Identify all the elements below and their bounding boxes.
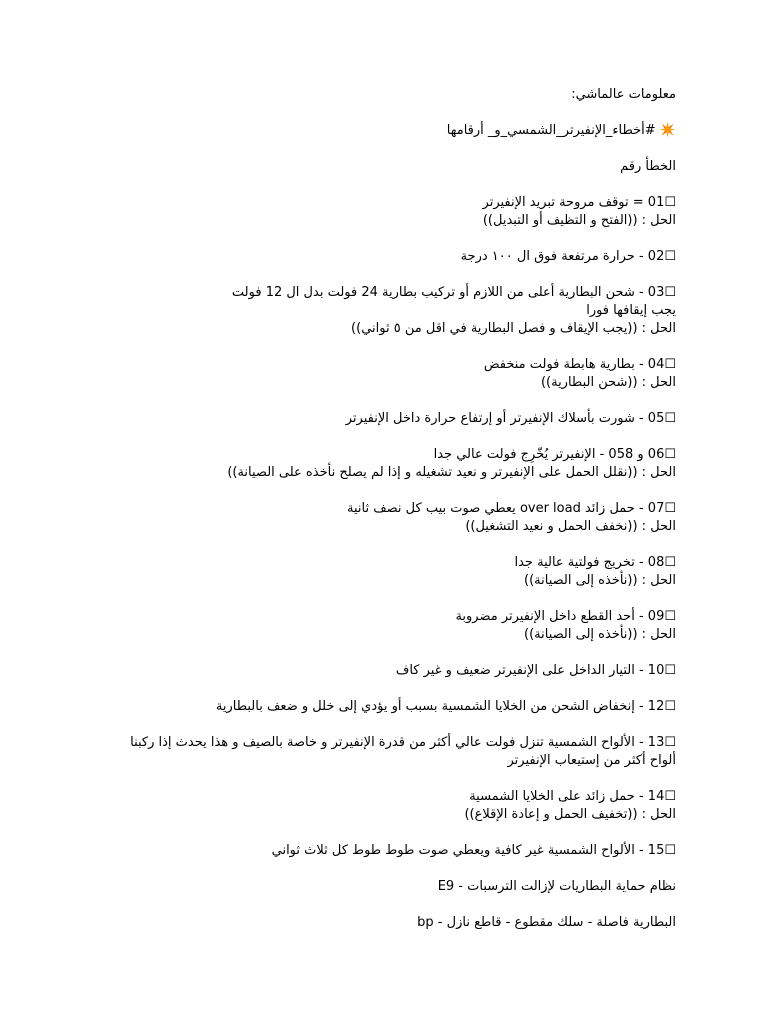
error-code-detail: الحل : ((الفتح و التظيف أو التبديل)) — [482, 213, 676, 228]
error-code-entry — [76, 410, 676, 428]
error-code-detail: الحل : ((نأخذه إلى الصيانة)) — [524, 573, 676, 588]
error-code-title: ☐04 - بطارية هابطة فولت منخفض — [483, 357, 676, 372]
error-code-entry — [76, 248, 676, 266]
error-code-entry — [76, 734, 676, 770]
error-code-title: ☐08 - تخريج فولتية عالية جدا — [514, 555, 676, 570]
hashtag-title: ✴️ #أخطاء_الإنفيرتر_الشمسي_و_ أرقامها — [446, 123, 676, 138]
error-code-title: ☐05 - شورت بأسلاك الإنفيرتر أو إرتفاع حرارة داخل الإنفيرتر — [345, 411, 676, 426]
section-label: الخطأ رقم — [620, 159, 676, 174]
error-code-detail: ألواح أكثر من إستيعاب الإنفيرتر — [507, 753, 676, 768]
error-code-entry — [76, 662, 676, 680]
error-code-title: ☐15 - الألواح الشمسية غير كافية ويعطي صوت طوط طوط كل ثلاث ثواني — [271, 843, 676, 858]
spacer — [76, 104, 676, 122]
error-code-detail: الحل : ((يجب الإيقاف و فصل البطارية في اقل من ٥ ثواني)) — [351, 321, 676, 336]
spacer — [76, 140, 676, 158]
document-header: معلومات عالماشي: — [571, 87, 676, 102]
error-code-detail: الحل : ((نأخذه إلى الصيانة)) — [524, 627, 676, 642]
error-code-entry — [76, 878, 676, 896]
error-code-detail: يجب إيقافها فورا — [586, 303, 676, 318]
error-code-entry — [76, 356, 676, 392]
error-code-entry — [76, 554, 676, 590]
error-code-entry — [76, 842, 676, 860]
error-code-title: ☐07 - حمل زائد over load يعطي صوت بيب كل نصف ثانية — [346, 501, 676, 516]
error-code-title: ☐01 = توقف مروحة تبريد الإنفيرتر — [482, 195, 676, 210]
error-code-entry — [76, 446, 676, 482]
error-code-title: ☐06 و 058 - الإنفيرتر يُخّرِج فولت عالي جدا — [433, 447, 676, 462]
error-code-entry — [76, 788, 676, 824]
error-code-title: ☐13 - الألواح الشمسية تنزل فولت عالي أكثر من قدرة الإنفيرتر و خاصة بالصيف و هذا يحدث إذا ركبنا — [130, 735, 676, 750]
error-code-detail: الحل : ((تخفيف الحمل و إعادة الإقلاع)) — [464, 807, 676, 822]
error-code-entry — [76, 194, 676, 230]
error-code-title: ☐10 - التيار الداخل على الإنفيرتر ضعيف و غير كاف — [395, 663, 676, 678]
error-code-entry — [76, 914, 676, 932]
error-code-detail: الحل : ((نخفف الحمل و نعيد التشغيل)) — [465, 519, 676, 534]
error-code-entry — [76, 284, 676, 338]
error-code-detail: الحل : ((شحن البطارية)) — [540, 375, 676, 390]
error-code-title: bp - البطارية فاصلة - سلك مقطوع - قاطع نازل — [417, 915, 676, 930]
error-code-title: ☐12 - إنخفاض الشحن من الخلايا الشمسية بسبب أو يؤدي إلى خلل و ضعف بالبطارية — [215, 699, 676, 714]
error-code-entry — [76, 500, 676, 536]
error-code-title: ☐09 - أحد القطع داخل الإنفيرتر مضروبة — [455, 609, 676, 624]
error-code-list — [76, 194, 676, 932]
document-body — [76, 86, 676, 950]
error-code-entry — [76, 608, 676, 644]
error-code-title: ☐02 - حرارة مرتفعة فوق ال ١٠٠ درجة — [460, 249, 676, 264]
error-code-entry — [76, 698, 676, 716]
error-code-title: ☐03 - شحن البطارية أعلى من اللازم أو تركيب بطارية 24 فولت بدل ال 12 فولت — [231, 285, 676, 300]
spacer — [76, 176, 676, 194]
error-code-title: E9 - نظام حماية البطاريات لإزالت الترسبات — [437, 879, 676, 894]
error-code-title: ☐14 - حمل زائد على الخلايا الشمسية — [469, 789, 676, 804]
error-code-detail: الحل : ((نقلل الحمل على الإنفيرتر و نعيد تشغيله و إذا لم يصلح نأخذه على الصيانة)) — [227, 465, 676, 480]
